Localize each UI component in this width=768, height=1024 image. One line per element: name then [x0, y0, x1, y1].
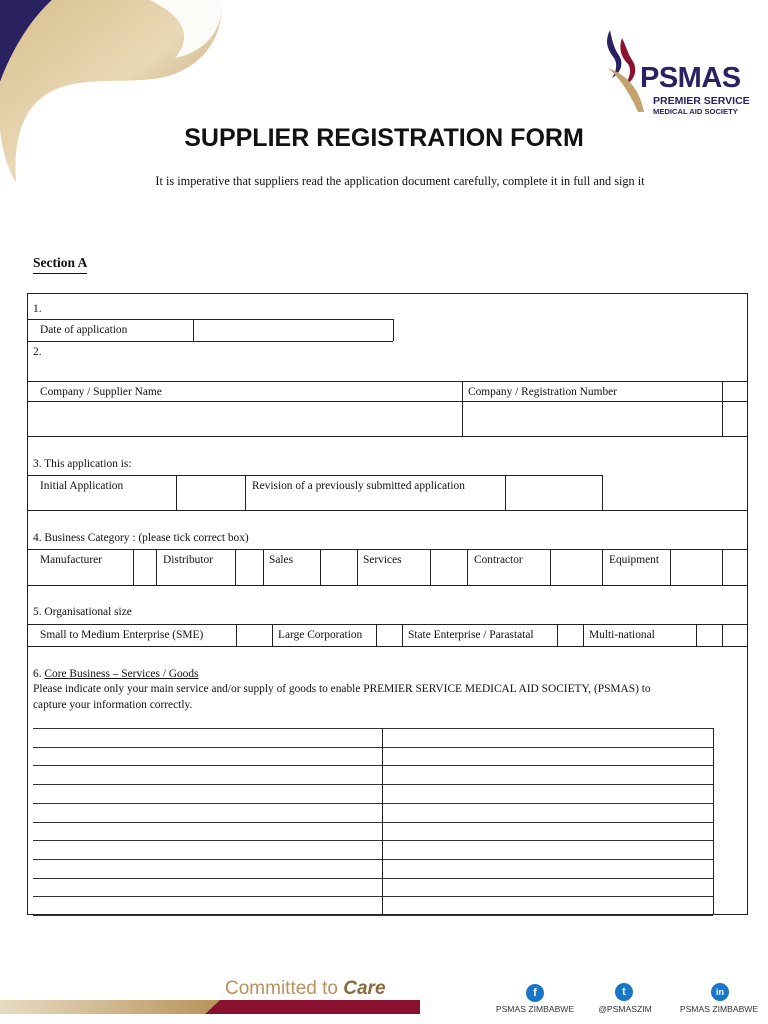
size-state-checkbox[interactable]: [558, 625, 582, 645]
core-business-service-cell[interactable]: [34, 729, 381, 746]
twitter-handle: @PSMASZIM: [598, 1004, 652, 1014]
category-contractor-label: Contractor: [474, 554, 523, 566]
core-business-service-cell[interactable]: [34, 879, 381, 896]
core-business-goods-cell[interactable]: [383, 897, 712, 914]
category-equipment-checkbox[interactable]: [671, 550, 721, 584]
q1-date-label: Date of application: [40, 324, 128, 336]
registration-number-label: Company / Registration Number: [468, 386, 618, 398]
core-business-goods-cell[interactable]: [383, 804, 712, 821]
corner-swoosh-decoration: [0, 0, 230, 200]
category-manufacturer-label: Manufacturer: [40, 554, 102, 566]
q1-number: 1.: [33, 303, 42, 315]
core-business-goods-cell[interactable]: [383, 823, 712, 840]
initial-application-label: Initial Application: [40, 480, 124, 492]
size-multinational-checkbox[interactable]: [697, 625, 721, 645]
q5-label: 5. Organisational size: [33, 606, 132, 618]
q6-instruction-line-2: capture your information correctly.: [33, 699, 193, 711]
form-subtitle: It is imperative that suppliers read the application document carefully, complete it in full and sign it: [155, 174, 645, 188]
core-business-service-cell[interactable]: [34, 766, 381, 783]
twitter-icon[interactable]: t: [615, 983, 633, 1001]
core-business-service-cell[interactable]: [34, 860, 381, 877]
linkedin-icon[interactable]: in: [711, 983, 729, 1001]
footer-tagline: [225, 978, 386, 1000]
size-state-label: State Enterprise / Parastatal: [408, 629, 534, 641]
core-business-service-cell[interactable]: [34, 804, 381, 821]
size-large-checkbox[interactable]: [377, 625, 401, 645]
core-business-service-cell[interactable]: [34, 785, 381, 802]
section-heading: Section A: [33, 255, 87, 274]
core-business-goods-cell[interactable]: [383, 879, 712, 896]
category-sales-checkbox[interactable]: [321, 550, 356, 584]
brand-line-1: PREMIER SERVICE: [653, 95, 750, 107]
revision-application-label: Revision of a previously submitted application: [252, 480, 465, 492]
core-business-service-cell[interactable]: [34, 823, 381, 840]
q6-number: 6.: [33, 668, 42, 680]
form-title: SUPPLIER REGISTRATION FORM: [184, 124, 584, 152]
core-business-goods-cell[interactable]: [383, 841, 712, 858]
core-business-goods-cell[interactable]: [383, 748, 712, 765]
size-multinational-label: Multi-national: [589, 629, 655, 641]
q6-instruction-line-1: Please indicate only your main service and/or supply of goods to enable PREMIER SERVICE MEDICAL AID SOCIETY, (PSMAS) to: [33, 683, 651, 695]
brand-name: PSMAS: [640, 62, 741, 94]
core-business-goods-cell[interactable]: [383, 785, 712, 802]
category-distributor-checkbox[interactable]: [236, 550, 262, 584]
tagline-text: Committed to: [225, 978, 344, 999]
footer-ribbon-decoration: [0, 998, 420, 1018]
category-manufacturer-checkbox[interactable]: [134, 550, 155, 584]
q6-title: Core Business – Services / Goods: [44, 668, 199, 680]
core-business-column-line: [713, 728, 714, 915]
revision-application-checkbox[interactable]: [506, 476, 601, 509]
core-business-service-cell[interactable]: [34, 897, 381, 914]
size-sme-checkbox[interactable]: [237, 625, 271, 645]
tagline-emphasis: Care: [343, 978, 386, 999]
company-name-field[interactable]: [28, 402, 461, 435]
size-sme-label: Small to Medium Enterprise (SME): [40, 629, 204, 641]
category-services-label: Services: [363, 554, 402, 566]
core-business-service-cell[interactable]: [34, 748, 381, 765]
date-of-application-field[interactable]: [194, 320, 392, 340]
category-contractor-checkbox[interactable]: [551, 550, 601, 584]
q3-label: 3. This application is:: [33, 458, 132, 470]
category-services-checkbox[interactable]: [431, 550, 466, 584]
core-business-service-cell[interactable]: [34, 841, 381, 858]
category-distributor-label: Distributor: [163, 554, 213, 566]
category-equipment-label: Equipment: [609, 554, 659, 566]
category-sales-label: Sales: [269, 554, 294, 566]
q4-label: 4. Business Category : (please tick correct box): [33, 532, 249, 544]
linkedin-handle: PSMAS ZIMBABWE: [679, 1004, 759, 1014]
q6-heading: [33, 667, 199, 681]
facebook-icon[interactable]: f: [526, 984, 544, 1002]
core-business-goods-cell[interactable]: [383, 766, 712, 783]
brand-line-2: MEDICAL AID SOCIETY: [653, 107, 738, 116]
company-name-label: Company / Supplier Name: [40, 386, 162, 398]
core-business-goods-cell[interactable]: [383, 860, 712, 877]
core-business-row-line: [33, 915, 713, 916]
registration-number-field[interactable]: [463, 402, 721, 435]
q2-number: 2.: [33, 346, 42, 358]
core-business-goods-cell[interactable]: [383, 729, 712, 746]
size-large-label: Large Corporation: [278, 629, 363, 641]
initial-application-checkbox[interactable]: [177, 476, 244, 509]
facebook-handle: PSMAS ZIMBABWE: [495, 1004, 575, 1014]
